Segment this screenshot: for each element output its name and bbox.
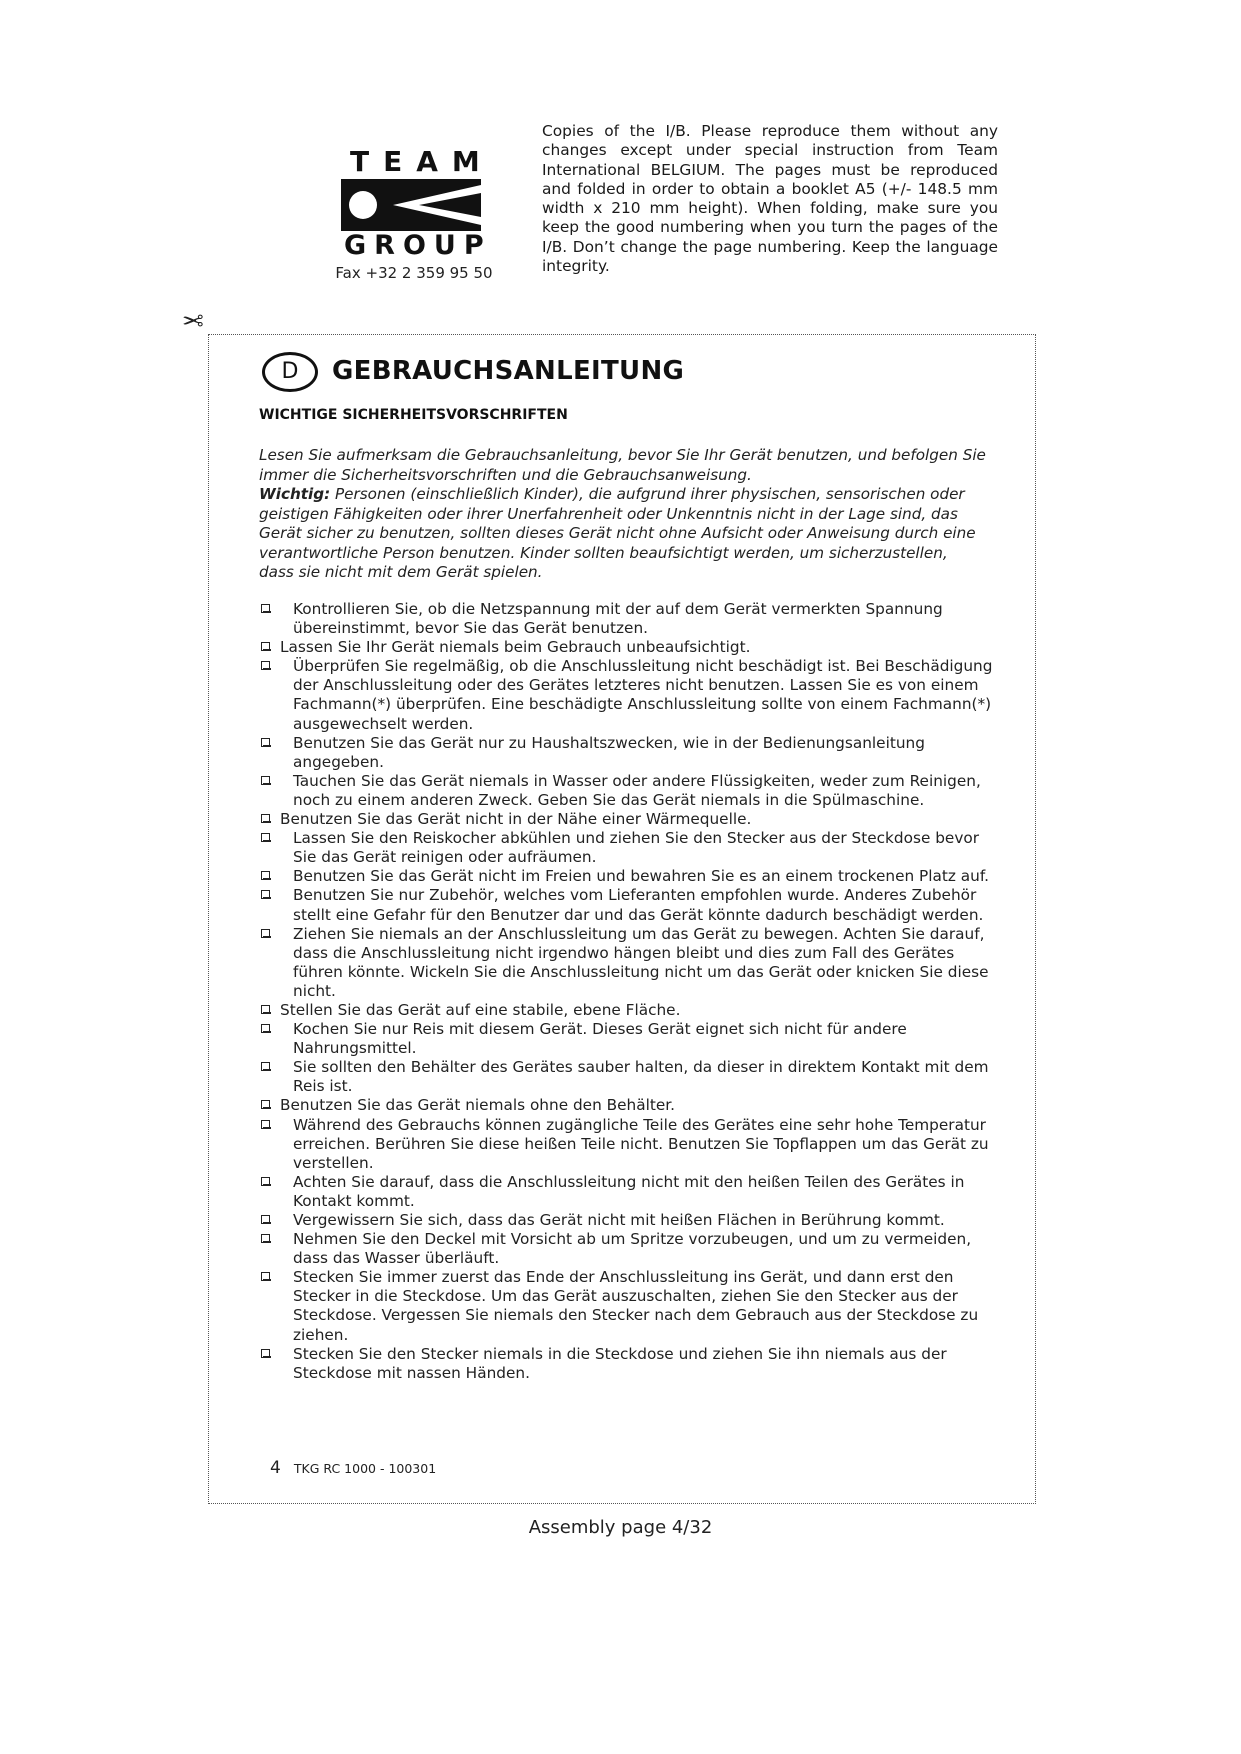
list-item-text: Stecken Sie immer zuerst das Ende der Anschlussleitung ins Gerät, und dann erst den Stecker in die Steckdose. Um das Gerät auszuschalten, ziehen Sie den Stecker aus der Steckdose. Vergessen Sie niemals den Stecker nach dem Gebrauch aus der Steckdose zu ziehen. xyxy=(293,1268,979,1344)
checkbox-icon xyxy=(261,1005,270,1014)
list-item-text: Lassen Sie Ihr Gerät niemals beim Gebrauch unbeaufsichtigt. xyxy=(280,638,751,657)
checkbox-icon xyxy=(261,1062,270,1071)
checkbox-icon xyxy=(261,890,270,899)
important-label: Wichtig: xyxy=(259,485,331,503)
copies-instruction: Copies of the I/B. Please reproduce them without any changes except under special instruction from Team International BELGIUM. The pages must be reproduced and folded in order to obtain a booklet A5 (+/- 148.5 mm width x 210 mm height). When folding, make sure you keep the good numbering when you turn the pages of the I/B. Don’t change the page numbering. Keep the language integrity. xyxy=(542,122,998,276)
page-footer xyxy=(270,1458,436,1478)
list-item-text: Tauchen Sie das Gerät niemals in Wasser oder andere Flüssigkeiten, weder zum Reinigen, noch zu einem anderen Zweck. Geben Sie das Gerät niemals in die Spülmaschine. xyxy=(293,771,981,809)
checkbox-icon xyxy=(261,1024,270,1033)
list-item xyxy=(259,1211,999,1230)
assembly-page-label: Assembly page 4/32 xyxy=(528,1517,713,1538)
list-item xyxy=(259,1096,999,1115)
list-item xyxy=(259,829,999,867)
checkbox-icon xyxy=(261,776,270,785)
checkbox-icon xyxy=(261,642,270,651)
list-item xyxy=(259,925,999,1001)
list-item-text: Stecken Sie den Stecker niemals in die Steckdose und ziehen Sie ihn niemals aus der Steckdose mit nassen Händen. xyxy=(293,1344,947,1382)
intro-text xyxy=(259,446,987,583)
document-code: TKG RC 1000 - 100301 xyxy=(293,1461,437,1476)
list-item xyxy=(259,1058,999,1096)
checkbox-icon xyxy=(261,1215,270,1224)
list-item xyxy=(259,638,999,657)
checkbox-icon xyxy=(261,738,270,747)
team-group-logo xyxy=(336,145,494,261)
checkbox-icon xyxy=(261,1100,270,1109)
list-item-text: Kontrollieren Sie, ob die Netzspannung mit der auf dem Gerät vermerkten Spannung übereinstimmt, bevor Sie das Gerät benutzen. xyxy=(293,600,943,638)
list-item-text: Stellen Sie das Gerät auf eine stabile, ebene Fläche. xyxy=(280,1000,681,1019)
page-title: GEBRAUCHSANLEITUNG xyxy=(332,356,685,386)
fax-number: Fax +32 2 359 95 50 xyxy=(335,264,493,282)
list-item-text: Ziehen Sie niemals an der Anschlussleitung um das Gerät zu bewegen. Achten Sie darauf, dass die Anschlussleitung nicht irgendwo hängen bleibt und dies zum Fall des Gerätes führen könnte. Wickeln Sie die Anschlussleitung nicht um das Gerät oder knicken Sie diese nicht. xyxy=(293,924,989,1000)
checkbox-icon xyxy=(261,833,270,842)
list-item-text: Achten Sie darauf, dass die Anschlussleitung nicht mit den heißen Teilen des Gerätes in Kontakt kommt. xyxy=(293,1172,965,1210)
list-item xyxy=(259,867,999,886)
page-number: 4 xyxy=(270,1458,281,1478)
list-item xyxy=(259,657,999,733)
checkbox-icon xyxy=(261,814,270,823)
checkbox-icon xyxy=(261,1120,270,1129)
important-text: Personen (einschließlich Kinder), die aufgrund ihrer physischen, sensorischen oder geistigen Fähigkeiten oder ihrer Unerfahrenheit oder Unkenntnis nicht in der Lage sind, das Gerät sicher zu benutzen, sollten dieses Gerät nicht ohne Aufsicht oder Anweisung durch eine verantwortliche Person benutzen. Kinder sollten beaufsichtigt werden, um sicherzustellen, dass sie nicht mit dem Gerät spielen. xyxy=(259,485,976,581)
logo-team-text: TEAM xyxy=(350,145,494,178)
list-item-text: Während des Gebrauchs können zugängliche Teile des Gerätes eine sehr hohe Temperatur erreichen. Berühren Sie diese heißen Teile nicht. Benutzen Sie Topflappen um das Gerät zu verstellen. xyxy=(293,1115,989,1172)
checkbox-icon xyxy=(261,1272,270,1281)
list-item xyxy=(259,600,999,638)
checkbox-icon xyxy=(261,604,270,613)
checkbox-icon xyxy=(261,871,270,880)
checkbox-icon xyxy=(261,1177,270,1186)
list-item xyxy=(259,772,999,810)
intro-paragraph: Lesen Sie aufmerksam die Gebrauchsanleitung, bevor Sie Ihr Gerät benutzen, und befolgen Sie immer die Sicherheitsvorschriften und die Gebrauchsanweisung. xyxy=(259,446,986,484)
list-item-text: Benutzen Sie das Gerät niemals ohne den Behälter. xyxy=(280,1096,676,1115)
list-item xyxy=(259,1001,999,1020)
list-item-text: Sie sollten den Behälter des Gerätes sauber halten, da dieser in direktem Kontakt mit dem Reis ist. xyxy=(293,1058,989,1096)
language-badge: D xyxy=(262,352,318,392)
list-item xyxy=(259,886,999,924)
checkbox-icon xyxy=(261,929,270,938)
list-item xyxy=(259,1230,999,1268)
list-item xyxy=(259,1173,999,1211)
list-item-text: Benutzen Sie nur Zubehör, welches vom Lieferanten empfohlen wurde. Anderes Zubehör stellt eine Gefahr für den Benutzer dar und das Gerät könnte dadurch beschädigt werden. xyxy=(293,886,984,924)
list-item xyxy=(259,1345,999,1383)
logo-group-text: GROUP xyxy=(344,230,492,261)
list-item-text: Benutzen Sie das Gerät nicht in der Nähe einer Wärmequelle. xyxy=(280,810,752,829)
list-item-text: Nehmen Sie den Deckel mit Vorsicht ab um Spritze vorzubeugen, und um zu vermeiden, dass das Wasser überläuft. xyxy=(293,1230,972,1268)
list-item-text: Benutzen Sie das Gerät nicht im Freien und bewahren Sie es an einem trockenen Platz auf. xyxy=(293,867,989,886)
logo-mark-icon xyxy=(341,179,481,231)
list-item-text: Kochen Sie nur Reis mit diesem Gerät. Dieses Gerät eignet sich nicht für andere Nahrungsmittel. xyxy=(293,1020,907,1058)
checkbox-icon xyxy=(261,1349,270,1358)
checkbox-icon xyxy=(261,1234,270,1243)
list-item xyxy=(259,1268,999,1344)
list-item-text: Benutzen Sie das Gerät nur zu Haushaltszwecken, wie in der Bedienungsanleitung angegeben. xyxy=(293,733,925,771)
list-item xyxy=(259,734,999,772)
list-item xyxy=(259,1116,999,1173)
list-item-text: Lassen Sie den Reiskocher abkühlen und ziehen Sie den Stecker aus der Steckdose bevor Sie das Gerät reinigen oder aufräumen. xyxy=(293,829,980,867)
checkbox-icon xyxy=(261,661,270,670)
section-heading: WICHTIGE SICHERHEITSVORSCHRIFTEN xyxy=(259,407,568,423)
list-item xyxy=(259,1020,999,1058)
scissors-icon: ✂ xyxy=(182,307,204,337)
list-item-text: Überprüfen Sie regelmäßig, ob die Anschlussleitung nicht beschädigt ist. Bei Beschädigung der Anschlussleitung oder des Gerätes letzteres nicht benutzen. Lassen Sie es von einem Fachmann(*) überprüfen. Eine beschädigte Anschlussleitung sollte von einem Fachmann(*) ausgewechselt werden. xyxy=(293,657,993,733)
safety-rules-list xyxy=(259,600,999,1383)
list-item xyxy=(259,810,999,829)
list-item-text: Vergewissern Sie sich, dass das Gerät nicht mit heißen Flächen in Berührung kommt. xyxy=(293,1211,945,1229)
important-paragraph xyxy=(259,485,987,583)
